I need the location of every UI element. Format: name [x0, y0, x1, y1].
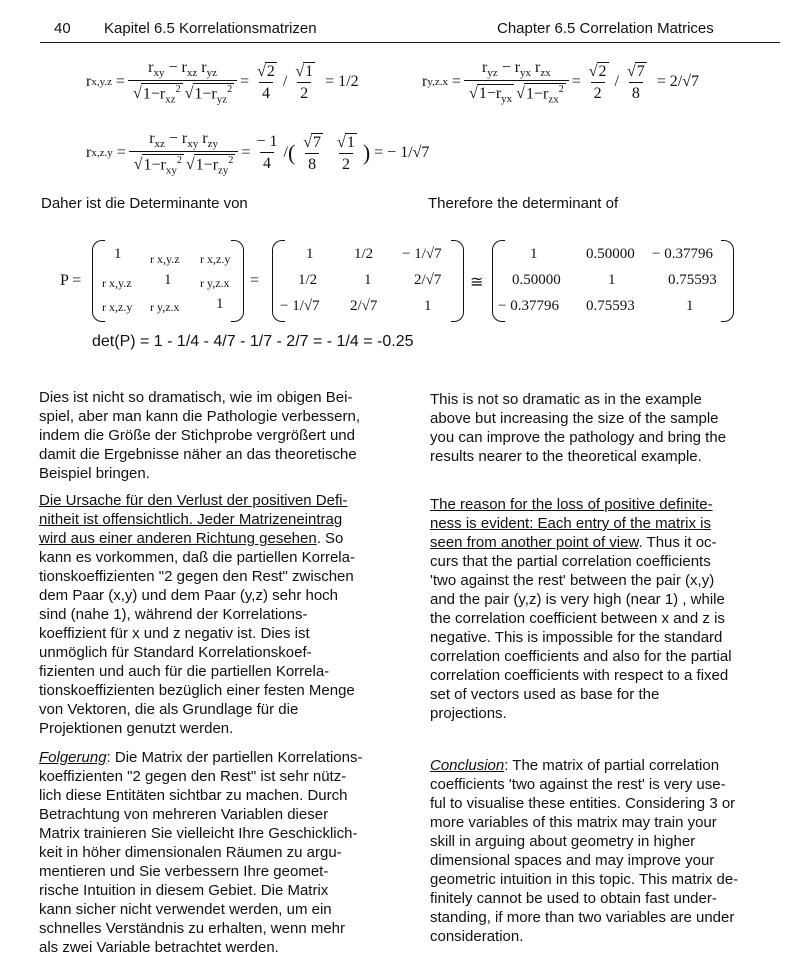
paragraph-de-2: Die Ursache für den Verlust der positiven Defi- nitheit ist offensichtlich. Jeder Matrizeneintrag wird aus einer anderen Richtung gesehen. So kann es vorkommen, daß die partiellen Korrela- tionskoeffizienten "2 gegen den Rest" zwischen dem Paar (x,y) und dem Paar (y,z) sehr hoch sind (nahe 1), während der Korrelations- koeffizient für x und z negativ ist. Dies ist unmöglich für Standard Korrelationskoef- fizienten und auch für die partiellen Korrela- tionskoeffizienten bezüglich einer festen Menge von Vektoren, die als Grundlage für die Projektionen genutzt werden. — [39, 492, 355, 737]
matrix-cell: − 1/√7 — [402, 246, 442, 262]
matrix-cell: 1 — [608, 272, 616, 288]
matrix-cell: 0.75593 — [586, 298, 635, 314]
matrix-cell: 0.75593 — [668, 272, 717, 288]
equals-sign: = — [250, 272, 260, 289]
matrix-cell: r y,z.x — [200, 276, 230, 290]
matrix-label: P = — [60, 272, 82, 289]
formula-ryzx: r y,z.x = $r_{yz} - r_{yx}$ $r_{zx}$ √ $1-r_{yx}√$ $1-r_{zx}^2$ = √ $\frac{2}{2}$ / √ $\frac{7}{8}$ = 2/√7 — [422, 54, 699, 110]
matrix-cell: 1 — [164, 272, 172, 288]
paragraph-de-1: Dies ist nicht so dramatisch, wie im obigen Bei- spiel, aber man kann die Pathologie verbessern, indem die Größe der Stichprobe vergrößert und damit die Ergebnisse näher an das theoretische Beispiel bringen. — [39, 389, 361, 482]
matrix-cell: 1 — [216, 296, 224, 312]
matrix-exact — [272, 240, 464, 324]
page-number: 40 — [54, 20, 71, 37]
paragraph-en-1: This is not so dramatic as in the example above but increasing the size of the sample you can improve the pathology and bring the results nearer to the theoretical example. — [430, 391, 727, 465]
matrix-cell: 0.50000 — [512, 272, 561, 288]
matrix-numeric — [492, 240, 734, 324]
formula-rxzy: r x,z.y = $r_{xz} - r_{xy}$ $r_{zy}$ √ $1-r_{xy}^2√$ $1-r_{zy}^2$ = $\frac{- 1}{4}$ / ( √ $\frac{7}{8}$ √ $\frac{1}{2}$ ) = − 1/√7 — [86, 124, 429, 182]
header-right-title: Chapter 6.5 Correlation Matrices — [497, 20, 714, 37]
matrix-cell: r x,z.y — [102, 300, 133, 314]
determinant-intro-en: Therefore the determinant of — [428, 195, 619, 212]
matrix-cell: r y,z.x — [150, 300, 180, 314]
matrix-cell: − 0.37796 — [498, 298, 559, 314]
determinant-intro-de: Daher ist die Determinante von — [41, 195, 248, 212]
matrix-cell: r x,y.z — [150, 252, 180, 266]
approx-equal-sign: ≅ — [470, 274, 484, 291]
paragraph-en-2: The reason for the loss of positive definite- ness is evident: Each entry of the matrix is seen from another point of view. Thus it oc- curs that the partial correlation coefficients 'two against the rest' between the pair (x,y) and the pair (y,z) is very high (near 1) , while the correlation coefficient between x and z is negative. This is impossible for the standard correlation coefficients and also for the partial correlation coefficients with respect to a fixed set of vectors used as base for the projections. — [430, 496, 732, 722]
paragraph-de-3: Folgerung: Die Matrix der partiellen Korrelations- koeffizienten "2 gegen den Rest" ist sehr nütz- lich diese Entitäten sichtbar zu machen. Durch Betrachtung von mehreren Variablen dieser Matrix trainieren Sie vielleicht Ihre Geschicklich- keit in höher dimensionalen Räumen zu argu- mentieren und Sie verbessern Ihre geomet- rische Intuition in diesem Gebiet. Die Matrix kann sicher nicht verwendet werden, um ein schnelles Verständnis zu erhalten, wenn mehr als zwei Variable betrachtet werden. — [39, 749, 363, 956]
matrix-cell: 1 — [306, 246, 314, 262]
paragraph-en-3: Conclusion: The matrix of partial correlation coefficients 'two against the rest' is very use- ful to visualise these entities. Considering 3 or more variables of this matrix may train your skill in arguing about geometry in higher dimensional spaces and may improve your geometric intuition in this topic. This matrix de- finitely cannot be used to obtain fast under- standing, if more than two variables are under consideration. — [430, 757, 739, 945]
matrix-cell: 1 — [364, 272, 372, 288]
matrix-cell: 1 — [424, 298, 432, 314]
header-rule — [40, 42, 780, 43]
matrix-symbolic — [92, 240, 244, 324]
matrix-cell: − 0.37796 — [652, 246, 713, 262]
formula-rxyz: r x,y.z = $r_{xy} - r_{xz}$ $r_{yz}$ √ $1-r_{xz}^2√$ $1-r_{yz}^2$ = √ $\frac{2}{4}$ / √ $\frac{1}{2}$ = 1/2 — [86, 54, 359, 110]
matrix-cell: − 1/√7 — [280, 298, 320, 314]
matrix-cell: 1 — [686, 298, 694, 314]
matrix-cell: 1/2 — [298, 272, 318, 288]
matrix-cell: r x,z.y — [200, 252, 231, 266]
matrix-cell: r x,y.z — [102, 276, 132, 290]
matrix-cell: 1 — [114, 246, 122, 262]
matrix-cell: 2/√7 — [414, 272, 442, 288]
determinant-result: det(P) = 1 - 1/4 - 4/7 - 1/7 - 2/7 = - 1/4 = -0.25 — [92, 333, 414, 350]
matrix-cell: 2/√7 — [350, 298, 378, 314]
matrix-cell: 1 — [530, 246, 538, 262]
matrix-cell: 1/2 — [354, 246, 374, 262]
matrix-cell: 0.50000 — [586, 246, 635, 262]
header-left-title: Kapitel 6.5 Korrelationsmatrizen — [104, 20, 317, 37]
